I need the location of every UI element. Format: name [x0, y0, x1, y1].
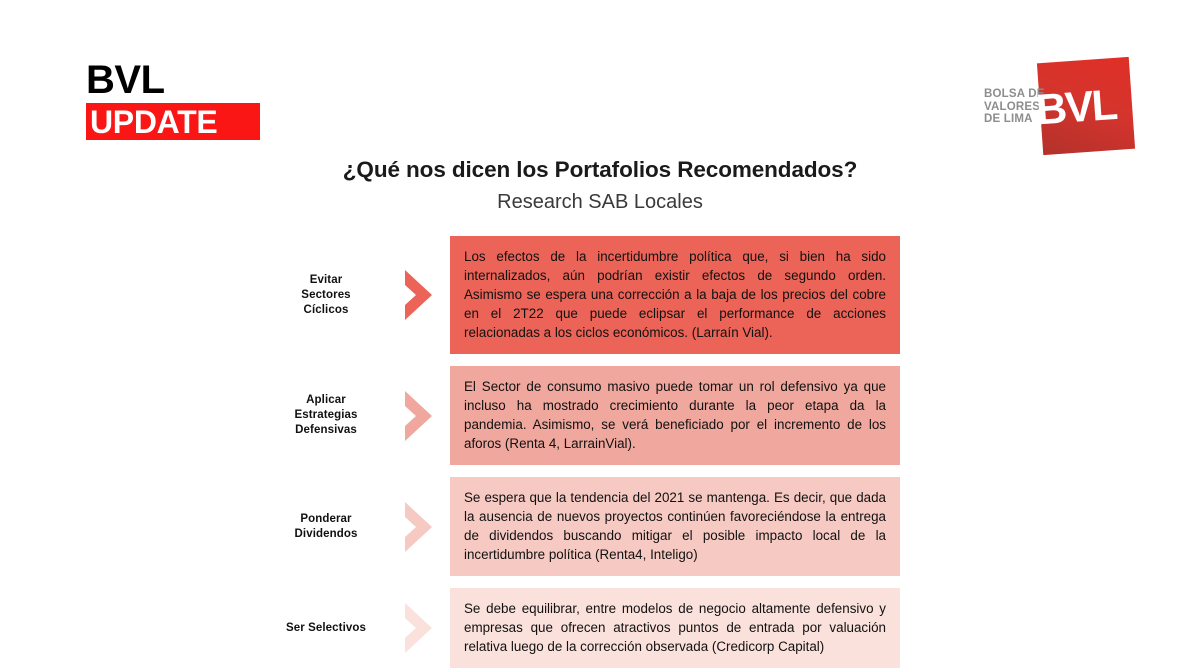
row-label [246, 621, 406, 636]
row-label-line: Dividendos [294, 527, 358, 540]
chevron-right-icon [402, 388, 440, 444]
row-label-line: Sectores [301, 288, 351, 301]
row-label [246, 512, 406, 542]
row-text-box [450, 236, 900, 354]
logo-wordmark-line-2: VALORES [984, 100, 1041, 113]
brand-update-badge [86, 103, 260, 140]
row-text: Se espera que la tendencia del 2021 se mantenga. Es decir, que dada la ausencia de nuevos proyectos continúen favoreciéndose la entrega de dividendos buscando mitigar el posible impacto local de la incertidumbre política (Renta4, Inteligo) [464, 490, 886, 562]
recommendation-rows [0, 236, 1200, 668]
page-title: ¿Qué nos dicen los Portafolios Recomendados? [342, 157, 858, 182]
chevron-right-icon [402, 499, 440, 555]
row-label-line: Evitar [309, 273, 343, 286]
row-label-line: Ponderar [300, 512, 352, 525]
brand-update-label: UPDATE [90, 103, 218, 140]
chevron-right-icon [402, 267, 440, 323]
recommendation-row [0, 366, 1200, 465]
row-label-line: Ser Selectivos [285, 621, 367, 634]
row-label-line: Defensivas [295, 424, 357, 436]
row-label-line: Estrategias [294, 409, 358, 421]
row-text-box [450, 588, 900, 668]
brand-bvl-text: BVL [86, 58, 165, 102]
row-label [246, 393, 406, 438]
logo-wordmark-line-1: BOLSA DE [984, 88, 1045, 100]
row-label-line: Cíclicos [303, 303, 349, 316]
chevron-right-icon [402, 600, 440, 656]
page-subtitle: Research SAB Locales [497, 191, 703, 213]
row-text-box [450, 366, 900, 465]
row-text: Se debe equilibrar, entre modelos de negocio altamente defensivo y empresas que ofrecen atractivos puntos de entrada por valuación relativa luego de la corrección observada (Credicorp Capital) [464, 601, 886, 654]
row-label [246, 273, 406, 318]
title-area [0, 157, 1200, 214]
recommendation-row [0, 588, 1200, 668]
logo-bvl-letters: BVL [1034, 80, 1118, 135]
row-label-line: Aplicar [306, 394, 346, 406]
row-text: El Sector de consumo masivo puede tomar un rol defensivo ya que incluso ha mostrado crecimiento durante la peor etapa da la pandemia. Asimismo, se verá beneficiado por el incremento de los aforos (Renta 4, LarrainVial). [464, 379, 886, 451]
row-text: Los efectos de la incertidumbre política que, si bien ha sido internalizados, aún podrían existir efectos de segundo orden. Asimismo se espera una corrección a la baja de los precios del cobre en el 2T22 que puede eclipsar el performance de acciones relacionadas a los ciclos económicos. (Larraín Vial). [464, 249, 886, 340]
row-text-box [450, 477, 900, 576]
logo-wordmark-line-3: DE LIMA [984, 113, 1033, 125]
bvl-corporate-logo [984, 58, 1138, 158]
recommendation-row [0, 236, 1200, 354]
brand-block [86, 58, 266, 140]
recommendation-row [0, 477, 1200, 576]
